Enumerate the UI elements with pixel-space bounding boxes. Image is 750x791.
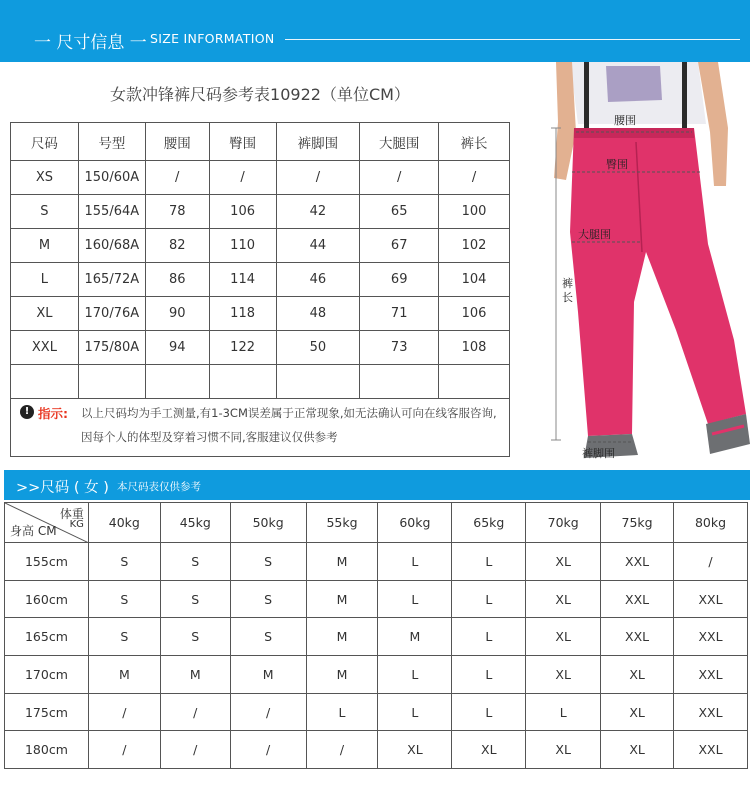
table-cell: 104 xyxy=(439,263,510,297)
corner-weight-unit: KG xyxy=(69,519,84,530)
model-label-hip: 臀围 xyxy=(606,158,628,171)
size-cell: L xyxy=(452,580,526,618)
weight-header: 55kg xyxy=(306,503,378,543)
height-cell: 155cm xyxy=(5,543,89,581)
size-cell: XL xyxy=(526,731,601,769)
table-cell: XL xyxy=(11,297,79,331)
size-cell: / xyxy=(88,693,160,731)
size-cell: L xyxy=(306,693,378,731)
table-cell xyxy=(209,365,276,399)
section-title-en: SIZE INFORMATION xyxy=(150,31,275,46)
table-cell xyxy=(78,365,145,399)
table-cell: / xyxy=(439,161,510,195)
size-cell: XL xyxy=(452,731,526,769)
size-cell: XL xyxy=(601,693,674,731)
table-row xyxy=(5,656,748,694)
weight-header: 75kg xyxy=(601,503,674,543)
table-cell: 114 xyxy=(209,263,276,297)
table-cell: / xyxy=(145,161,209,195)
table-cell: 86 xyxy=(145,263,209,297)
size-cell: XL xyxy=(601,731,674,769)
recommend-title: >>尺码 ( 女 ) xyxy=(16,480,109,496)
table-cell xyxy=(276,365,360,399)
size-cell: / xyxy=(160,693,230,731)
table-cell: 48 xyxy=(276,297,360,331)
note-text: 以上尺码均为手工测量,有1-3CM误差属于正常现象,如无法确认可向在线客服咨询, xyxy=(81,406,497,420)
table-cell: 69 xyxy=(360,263,439,297)
size-cell: S xyxy=(88,543,160,581)
table-cell: 118 xyxy=(209,297,276,331)
size-cell: S xyxy=(230,543,306,581)
weight-header: 65kg xyxy=(452,503,526,543)
size-cell: S xyxy=(230,618,306,656)
size-cell: XXL xyxy=(601,618,674,656)
model-pants-figure xyxy=(548,62,750,467)
size-table xyxy=(10,122,510,399)
recommend-subtitle: 本尺码表仅供参考 xyxy=(117,481,201,493)
height-cell: 180cm xyxy=(5,731,89,769)
size-cell: XL xyxy=(526,543,601,581)
size-cell: M xyxy=(306,656,378,694)
table-cell: 42 xyxy=(276,195,360,229)
column-header: 号型 xyxy=(78,123,145,161)
column-header: 腰围 xyxy=(145,123,209,161)
table-row xyxy=(11,263,510,297)
note-text: 因每个人的体型及穿着习惯不同,客服建议仅供参考 xyxy=(81,430,338,444)
table-cell: 94 xyxy=(145,331,209,365)
column-header: 尺码 xyxy=(11,123,79,161)
table-cell: M xyxy=(11,229,79,263)
table-cell: S xyxy=(11,195,79,229)
weight-header: 80kg xyxy=(674,503,748,543)
table-cell: 67 xyxy=(360,229,439,263)
size-cell: L xyxy=(378,543,452,581)
table-cell: 82 xyxy=(145,229,209,263)
size-cell: S xyxy=(230,580,306,618)
corner-weight-label: 体重 xyxy=(59,507,84,521)
size-cell: XL xyxy=(526,618,601,656)
table-cell: 71 xyxy=(360,297,439,331)
table-row xyxy=(5,731,748,769)
table-row xyxy=(5,543,748,581)
column-header: 大腿围 xyxy=(360,123,439,161)
size-cell: M xyxy=(88,656,160,694)
table-cell: 160/68A xyxy=(78,229,145,263)
height-cell: 165cm xyxy=(5,618,89,656)
table-cell: 106 xyxy=(209,195,276,229)
size-cell: L xyxy=(452,618,526,656)
weight-header: 45kg xyxy=(160,503,230,543)
size-table-title: 女款冲锋裤尺码参考表10922（单位CM） xyxy=(110,85,410,104)
table-cell xyxy=(11,365,79,399)
table-cell: 108 xyxy=(439,331,510,365)
column-header: 裤长 xyxy=(439,123,510,161)
note-label: 指示: xyxy=(38,406,68,421)
size-cell: S xyxy=(160,543,230,581)
table-cell: 175/80A xyxy=(78,331,145,365)
table-row xyxy=(11,161,510,195)
table-cell: 73 xyxy=(360,331,439,365)
size-cell: M xyxy=(306,618,378,656)
size-cell: M xyxy=(378,618,452,656)
model-label-thigh: 大腿围 xyxy=(578,228,611,241)
size-cell: XL xyxy=(526,580,601,618)
size-cell: XXL xyxy=(674,618,748,656)
table-cell: XS xyxy=(11,161,79,195)
table-cell: 150/60A xyxy=(78,161,145,195)
size-cell: XL xyxy=(601,656,674,694)
size-cell: M xyxy=(306,543,378,581)
size-cell: L xyxy=(378,580,452,618)
size-cell: S xyxy=(88,580,160,618)
size-cell: / xyxy=(88,731,160,769)
table-cell: / xyxy=(360,161,439,195)
size-table-header xyxy=(11,123,510,161)
size-cell: XXL xyxy=(674,580,748,618)
table-cell: 102 xyxy=(439,229,510,263)
table-cell: 165/72A xyxy=(78,263,145,297)
corner-cell xyxy=(5,503,89,543)
table-cell: 106 xyxy=(439,297,510,331)
column-header: 裤脚围 xyxy=(276,123,360,161)
size-cell: L xyxy=(378,693,452,731)
section-header xyxy=(0,0,750,62)
size-cell: XL xyxy=(378,731,452,769)
table-row xyxy=(5,618,748,656)
size-cell: L xyxy=(452,693,526,731)
table-cell: 100 xyxy=(439,195,510,229)
table-cell: 90 xyxy=(145,297,209,331)
model-illustration xyxy=(548,62,750,467)
table-cell xyxy=(439,365,510,399)
table-row xyxy=(11,331,510,365)
table-cell: / xyxy=(209,161,276,195)
model-label-hem: 裤脚围 xyxy=(582,447,615,460)
section-title: 一 尺寸信息 一 xyxy=(34,33,147,53)
weight-header: 50kg xyxy=(230,503,306,543)
model-label-length: 裤 xyxy=(562,277,573,290)
table-row xyxy=(11,297,510,331)
table-row xyxy=(11,195,510,229)
size-cell: / xyxy=(674,543,748,581)
table-cell: 155/64A xyxy=(78,195,145,229)
size-cell: XXL xyxy=(674,731,748,769)
weight-header: 60kg xyxy=(378,503,452,543)
table-cell: 170/76A xyxy=(78,297,145,331)
weight-header: 70kg xyxy=(526,503,601,543)
size-cell: / xyxy=(230,731,306,769)
table-cell xyxy=(145,365,209,399)
table-row xyxy=(5,693,748,731)
size-cell: M xyxy=(160,656,230,694)
model-label-length: 长 xyxy=(562,291,573,304)
table-cell: / xyxy=(276,161,360,195)
size-cell: XXL xyxy=(674,656,748,694)
table-cell: 78 xyxy=(145,195,209,229)
size-cell: XXL xyxy=(674,693,748,731)
size-cell: M xyxy=(306,580,378,618)
size-cell: XXL xyxy=(601,543,674,581)
table-cell: 122 xyxy=(209,331,276,365)
size-cell: XL xyxy=(526,656,601,694)
table-cell: 46 xyxy=(276,263,360,297)
size-cell: S xyxy=(160,580,230,618)
header-divider xyxy=(285,39,740,40)
model-label-waist: 腰围 xyxy=(614,114,636,127)
size-cell: M xyxy=(230,656,306,694)
table-cell: 44 xyxy=(276,229,360,263)
table-row xyxy=(11,229,510,263)
recommend-header xyxy=(4,470,750,500)
size-cell: S xyxy=(88,618,160,656)
column-header: 臀围 xyxy=(209,123,276,161)
table-cell: 50 xyxy=(276,331,360,365)
info-icon: ! xyxy=(20,405,34,419)
size-cell: / xyxy=(160,731,230,769)
size-cell: S xyxy=(160,618,230,656)
table-cell xyxy=(360,365,439,399)
table-cell: 110 xyxy=(209,229,276,263)
height-cell: 160cm xyxy=(5,580,89,618)
table-cell: XXL xyxy=(11,331,79,365)
size-cell: XXL xyxy=(601,580,674,618)
size-cell: / xyxy=(306,731,378,769)
recommend-table xyxy=(4,502,748,769)
recommend-header-row xyxy=(5,503,748,543)
table-row xyxy=(11,365,510,399)
table-cell: L xyxy=(11,263,79,297)
size-cell: / xyxy=(230,693,306,731)
size-cell: L xyxy=(378,656,452,694)
measurement-note xyxy=(10,395,510,457)
table-row xyxy=(5,580,748,618)
size-cell: L xyxy=(526,693,601,731)
height-cell: 175cm xyxy=(5,693,89,731)
size-cell: L xyxy=(452,656,526,694)
height-cell: 170cm xyxy=(5,656,89,694)
table-cell: 65 xyxy=(360,195,439,229)
weight-header: 40kg xyxy=(88,503,160,543)
size-cell: L xyxy=(452,543,526,581)
corner-height-label: 身高 CM xyxy=(10,524,57,538)
